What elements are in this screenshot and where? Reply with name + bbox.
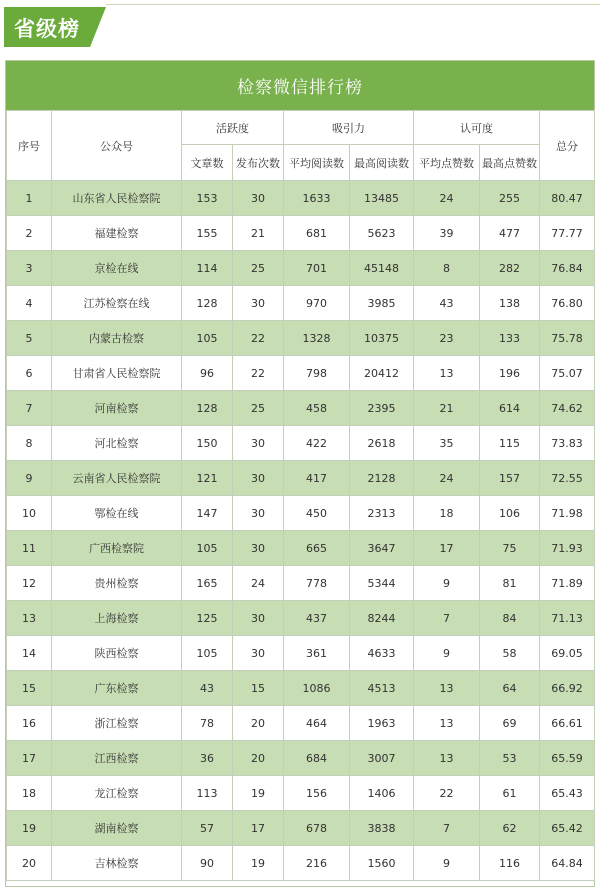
cell-avg-reads: 417 [284, 461, 350, 496]
table-row [7, 776, 595, 811]
table-row [7, 636, 595, 671]
cell-avg-likes: 7 [414, 601, 480, 636]
cell-max-reads: 3838 [350, 811, 414, 846]
cell-posts: 30 [233, 531, 284, 566]
header-activity: 活跃度 [182, 111, 284, 145]
cell-articles: 155 [182, 216, 233, 251]
cell-avg-reads: 450 [284, 496, 350, 531]
table-row [7, 496, 595, 531]
ranking-table-panel [5, 60, 595, 887]
cell-avg-likes: 9 [414, 566, 480, 601]
section-title: 省级榜 [14, 17, 80, 41]
cell-name: 京检在线 [52, 251, 182, 286]
cell-avg-likes: 13 [414, 671, 480, 706]
cell-max-reads: 2128 [350, 461, 414, 496]
header-max-likes: 最高点赞数 [480, 145, 540, 181]
cell-score: 66.92 [540, 671, 595, 706]
cell-rank: 1 [7, 181, 52, 216]
cell-rank: 18 [7, 776, 52, 811]
table-title: 检察微信排行榜 [6, 61, 594, 110]
cell-avg-likes: 39 [414, 216, 480, 251]
cell-articles: 114 [182, 251, 233, 286]
cell-name: 云南省人民检察院 [52, 461, 182, 496]
cell-avg-reads: 458 [284, 391, 350, 426]
cell-max-reads: 8244 [350, 601, 414, 636]
cell-max-reads: 5344 [350, 566, 414, 601]
cell-posts: 19 [233, 846, 284, 881]
cell-rank: 19 [7, 811, 52, 846]
cell-avg-likes: 22 [414, 776, 480, 811]
cell-avg-reads: 701 [284, 251, 350, 286]
table-row [7, 286, 595, 321]
cell-max-likes: 116 [480, 846, 540, 881]
cell-score: 71.98 [540, 496, 595, 531]
cell-rank: 11 [7, 531, 52, 566]
cell-articles: 105 [182, 636, 233, 671]
cell-articles: 121 [182, 461, 233, 496]
cell-posts: 30 [233, 636, 284, 671]
cell-score: 74.62 [540, 391, 595, 426]
cell-posts: 22 [233, 356, 284, 391]
header-attraction: 吸引力 [284, 111, 414, 145]
header-avg-reads: 平均阅读数 [284, 145, 350, 181]
cell-articles: 125 [182, 601, 233, 636]
cell-max-likes: 614 [480, 391, 540, 426]
cell-name: 吉林检察 [52, 846, 182, 881]
cell-name: 浙江检察 [52, 706, 182, 741]
cell-posts: 30 [233, 426, 284, 461]
cell-name: 甘肃省人民检察院 [52, 356, 182, 391]
cell-rank: 5 [7, 321, 52, 356]
cell-max-reads: 45148 [350, 251, 414, 286]
cell-articles: 150 [182, 426, 233, 461]
header-posts: 发布次数 [233, 145, 284, 181]
cell-avg-reads: 798 [284, 356, 350, 391]
table-row [7, 811, 595, 846]
cell-rank: 4 [7, 286, 52, 321]
cell-articles: 43 [182, 671, 233, 706]
cell-posts: 17 [233, 811, 284, 846]
cell-max-likes: 58 [480, 636, 540, 671]
cell-posts: 19 [233, 776, 284, 811]
table-row [7, 321, 595, 356]
cell-rank: 2 [7, 216, 52, 251]
cell-posts: 25 [233, 251, 284, 286]
cell-score: 71.89 [540, 566, 595, 601]
cell-max-reads: 1406 [350, 776, 414, 811]
cell-articles: 113 [182, 776, 233, 811]
cell-articles: 105 [182, 531, 233, 566]
cell-avg-likes: 35 [414, 426, 480, 461]
cell-posts: 30 [233, 601, 284, 636]
cell-rank: 10 [7, 496, 52, 531]
table-row [7, 531, 595, 566]
cell-avg-reads: 437 [284, 601, 350, 636]
table-row [7, 426, 595, 461]
cell-rank: 20 [7, 846, 52, 881]
cell-articles: 36 [182, 741, 233, 776]
cell-name: 上海检察 [52, 601, 182, 636]
cell-max-reads: 1560 [350, 846, 414, 881]
table-row [7, 671, 595, 706]
cell-avg-reads: 156 [284, 776, 350, 811]
cell-score: 65.42 [540, 811, 595, 846]
cell-avg-likes: 23 [414, 321, 480, 356]
cell-max-reads: 5623 [350, 216, 414, 251]
cell-name: 鄂检在线 [52, 496, 182, 531]
cell-max-likes: 282 [480, 251, 540, 286]
cell-avg-reads: 216 [284, 846, 350, 881]
cell-name: 广东检察 [52, 671, 182, 706]
cell-posts: 30 [233, 181, 284, 216]
cell-max-likes: 477 [480, 216, 540, 251]
table-row [7, 181, 595, 216]
cell-posts: 24 [233, 566, 284, 601]
cell-max-likes: 133 [480, 321, 540, 356]
cell-avg-likes: 9 [414, 636, 480, 671]
cell-avg-reads: 361 [284, 636, 350, 671]
cell-max-likes: 75 [480, 531, 540, 566]
cell-max-reads: 10375 [350, 321, 414, 356]
cell-max-reads: 1963 [350, 706, 414, 741]
cell-max-likes: 106 [480, 496, 540, 531]
cell-score: 71.93 [540, 531, 595, 566]
cell-max-reads: 2395 [350, 391, 414, 426]
cell-articles: 57 [182, 811, 233, 846]
cell-posts: 20 [233, 741, 284, 776]
header-recognition: 认可度 [414, 111, 540, 145]
cell-avg-reads: 464 [284, 706, 350, 741]
cell-max-likes: 69 [480, 706, 540, 741]
cell-articles: 165 [182, 566, 233, 601]
table-row [7, 601, 595, 636]
cell-articles: 147 [182, 496, 233, 531]
cell-avg-likes: 13 [414, 706, 480, 741]
cell-rank: 14 [7, 636, 52, 671]
cell-posts: 25 [233, 391, 284, 426]
cell-score: 72.55 [540, 461, 595, 496]
cell-avg-reads: 684 [284, 741, 350, 776]
cell-score: 73.83 [540, 426, 595, 461]
cell-name: 江西检察 [52, 741, 182, 776]
table-row [7, 461, 595, 496]
header-articles: 文章数 [182, 145, 233, 181]
cell-avg-reads: 1086 [284, 671, 350, 706]
table-body [7, 181, 595, 881]
cell-name: 湖南检察 [52, 811, 182, 846]
section-badge [4, 7, 106, 47]
cell-max-likes: 81 [480, 566, 540, 601]
cell-name: 河北检察 [52, 426, 182, 461]
cell-max-likes: 157 [480, 461, 540, 496]
cell-max-likes: 64 [480, 671, 540, 706]
cell-avg-likes: 18 [414, 496, 480, 531]
table-row [7, 741, 595, 776]
cell-score: 64.84 [540, 846, 595, 881]
cell-score: 76.84 [540, 251, 595, 286]
header-rank: 序号 [7, 111, 52, 181]
cell-score: 75.07 [540, 356, 595, 391]
ranking-table [6, 110, 595, 881]
cell-rank: 12 [7, 566, 52, 601]
cell-name: 陕西检察 [52, 636, 182, 671]
cell-max-likes: 115 [480, 426, 540, 461]
cell-articles: 96 [182, 356, 233, 391]
table-row [7, 391, 595, 426]
cell-posts: 21 [233, 216, 284, 251]
cell-name: 江苏检察在线 [52, 286, 182, 321]
cell-avg-reads: 681 [284, 216, 350, 251]
cell-score: 76.80 [540, 286, 595, 321]
cell-rank: 6 [7, 356, 52, 391]
cell-avg-likes: 43 [414, 286, 480, 321]
cell-avg-reads: 1328 [284, 321, 350, 356]
cell-rank: 9 [7, 461, 52, 496]
cell-name: 河南检察 [52, 391, 182, 426]
cell-avg-likes: 13 [414, 356, 480, 391]
cell-max-likes: 138 [480, 286, 540, 321]
cell-max-reads: 4513 [350, 671, 414, 706]
cell-avg-reads: 678 [284, 811, 350, 846]
table-row [7, 846, 595, 881]
table-row [7, 706, 595, 741]
cell-articles: 90 [182, 846, 233, 881]
cell-max-reads: 4633 [350, 636, 414, 671]
cell-avg-likes: 17 [414, 531, 480, 566]
cell-avg-likes: 7 [414, 811, 480, 846]
cell-score: 71.13 [540, 601, 595, 636]
header-avg-likes: 平均点赞数 [414, 145, 480, 181]
cell-posts: 30 [233, 496, 284, 531]
cell-avg-likes: 8 [414, 251, 480, 286]
header-total: 总分 [540, 111, 595, 181]
cell-score: 75.78 [540, 321, 595, 356]
cell-avg-likes: 13 [414, 741, 480, 776]
cell-rank: 7 [7, 391, 52, 426]
cell-articles: 105 [182, 321, 233, 356]
cell-posts: 30 [233, 286, 284, 321]
table-row [7, 251, 595, 286]
cell-name: 龙江检察 [52, 776, 182, 811]
cell-max-likes: 62 [480, 811, 540, 846]
cell-name: 贵州检察 [52, 566, 182, 601]
cell-rank: 17 [7, 741, 52, 776]
cell-score: 77.77 [540, 216, 595, 251]
cell-max-reads: 2618 [350, 426, 414, 461]
cell-score: 65.59 [540, 741, 595, 776]
table-row [7, 216, 595, 251]
cell-avg-reads: 970 [284, 286, 350, 321]
table-row [7, 566, 595, 601]
cell-avg-reads: 665 [284, 531, 350, 566]
cell-posts: 30 [233, 461, 284, 496]
cell-max-likes: 84 [480, 601, 540, 636]
cell-max-reads: 13485 [350, 181, 414, 216]
cell-avg-reads: 778 [284, 566, 350, 601]
table-row [7, 356, 595, 391]
cell-articles: 153 [182, 181, 233, 216]
cell-articles: 78 [182, 706, 233, 741]
cell-rank: 13 [7, 601, 52, 636]
cell-max-reads: 3647 [350, 531, 414, 566]
top-divider [106, 4, 600, 5]
cell-max-likes: 255 [480, 181, 540, 216]
cell-max-likes: 53 [480, 741, 540, 776]
cell-max-reads: 20412 [350, 356, 414, 391]
cell-score: 80.47 [540, 181, 595, 216]
cell-avg-likes: 9 [414, 846, 480, 881]
cell-avg-likes: 21 [414, 391, 480, 426]
cell-avg-reads: 1633 [284, 181, 350, 216]
cell-max-likes: 61 [480, 776, 540, 811]
cell-rank: 15 [7, 671, 52, 706]
cell-posts: 22 [233, 321, 284, 356]
cell-score: 65.43 [540, 776, 595, 811]
cell-rank: 16 [7, 706, 52, 741]
cell-avg-likes: 24 [414, 461, 480, 496]
cell-posts: 15 [233, 671, 284, 706]
cell-posts: 20 [233, 706, 284, 741]
cell-rank: 8 [7, 426, 52, 461]
cell-max-reads: 3985 [350, 286, 414, 321]
header-account: 公众号 [52, 111, 182, 181]
cell-rank: 3 [7, 251, 52, 286]
cell-max-reads: 2313 [350, 496, 414, 531]
cell-name: 福建检察 [52, 216, 182, 251]
cell-avg-likes: 24 [414, 181, 480, 216]
cell-max-likes: 196 [480, 356, 540, 391]
cell-name: 山东省人民检察院 [52, 181, 182, 216]
cell-articles: 128 [182, 286, 233, 321]
cell-name: 内蒙古检察 [52, 321, 182, 356]
cell-score: 69.05 [540, 636, 595, 671]
header-max-reads: 最高阅读数 [350, 145, 414, 181]
cell-articles: 128 [182, 391, 233, 426]
cell-name: 广西检察院 [52, 531, 182, 566]
cell-max-reads: 3007 [350, 741, 414, 776]
cell-avg-reads: 422 [284, 426, 350, 461]
cell-score: 66.61 [540, 706, 595, 741]
